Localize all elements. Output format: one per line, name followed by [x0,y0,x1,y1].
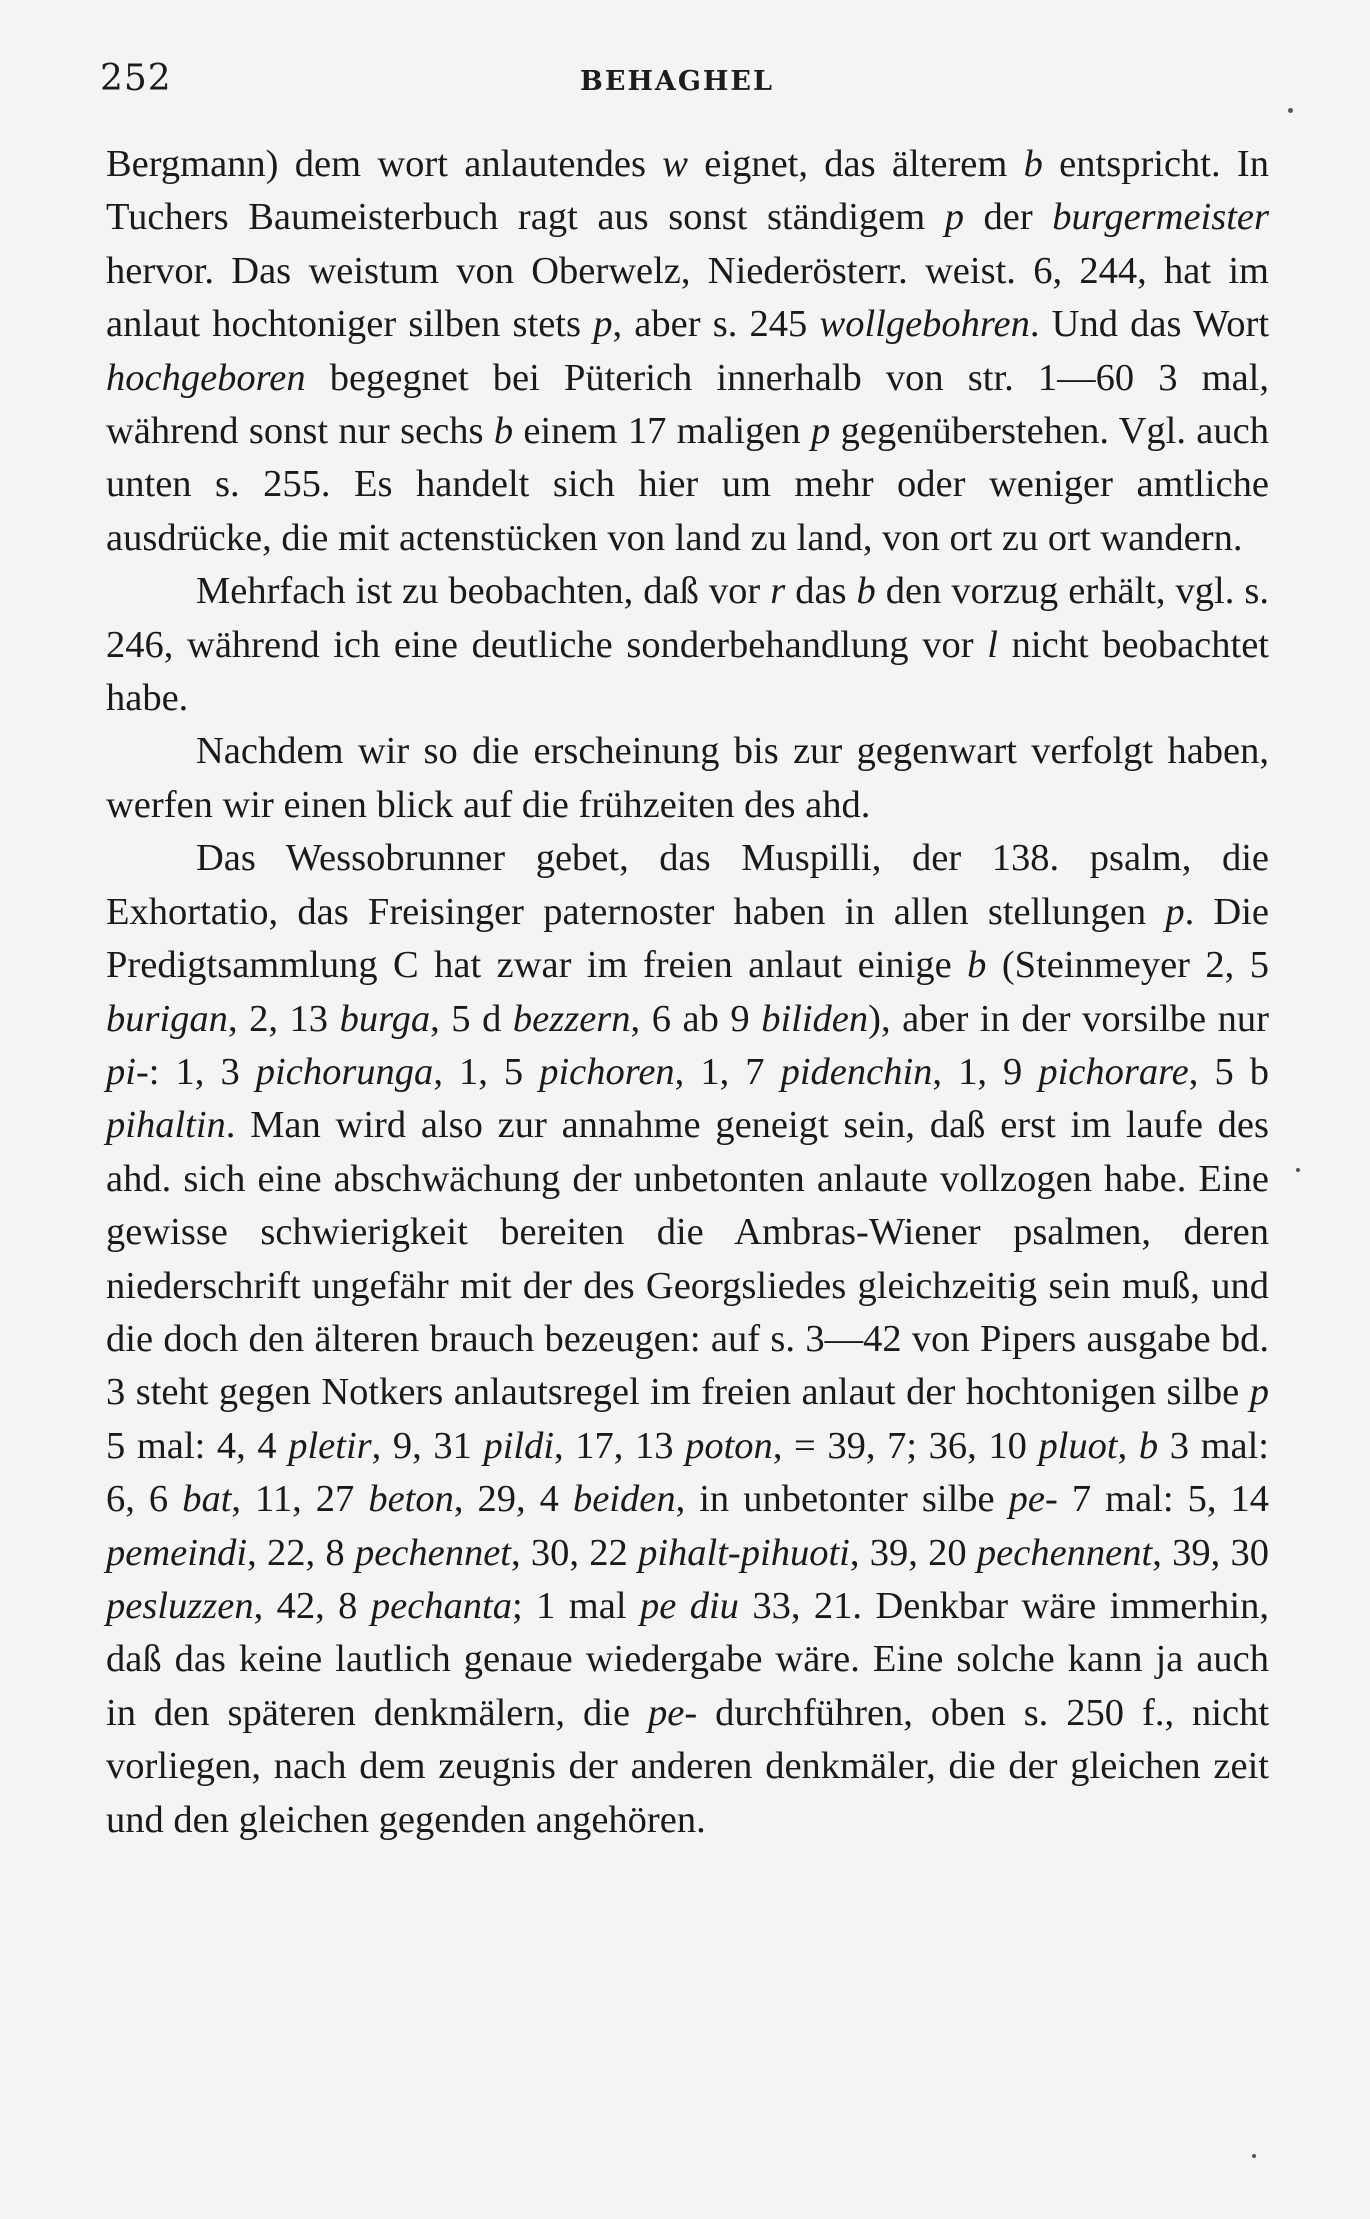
italic-term: r [770,570,786,613]
text-run: , 39, 20 [849,1531,977,1574]
page-number: 252 [100,58,172,99]
print-speck [1288,108,1293,113]
text-run: das [785,570,857,613]
text-run: Das Wessobrunner gebet, das Muspilli, der 138. psalm, die Exhortatio, das Freisinger paternoster haben in allen stellungen [106,837,1269,933]
text-run: , = 39, 7; 36, 10 [772,1424,1039,1467]
text-run: Bergmann) dem wort anlautendes [106,143,663,185]
italic-term: p [593,303,613,346]
paragraph [106,138,1269,565]
italic-term: pihaltin [106,1104,226,1147]
italic-term: b [493,410,514,453]
text-run: entspricht. In Tuchers Baumeisterbuch ragt aus sonst ständigem [106,143,1269,239]
italic-term: pichorare [1038,1050,1189,1093]
italic-term: p [1249,1371,1269,1414]
text-run: , 9, 31 [371,1424,484,1467]
paragraph [106,565,1269,725]
text-run: , 6 ab 9 [630,997,762,1040]
body-text [106,138,1269,1847]
italic-term: pemeindi [106,1531,248,1574]
text-run: . Die Predigtsammlung C hat zwar im freien anlaut einige [106,890,1269,987]
text-run: der [964,196,1053,239]
italic-term: burigan [106,997,228,1040]
italic-term: burgermeister [1052,196,1269,239]
text-run: , 2, 13 [227,997,340,1040]
italic-term: p [811,410,831,453]
text-run: hervor. Das weistum von Oberwelz, Niederösterr. weist. 6, 244, hat im anlaut hochtoniger silben stets [106,249,1269,346]
italic-term: pildi [483,1424,555,1467]
italic-term: pihalt-pihuoti [638,1531,850,1574]
text-run: durchführen, oben s. 250 f., nicht vorliegen, nach dem zeugnis der anderen denkmäler, die der gleichen zeit und den gleichen gegenden angehören. [106,1691,1270,1841]
italic-term: hochgeboren [106,356,306,399]
text-run: , 42, 8 [253,1584,371,1627]
text-run: , 29, 4 [453,1478,573,1521]
italic-term: pechanta [370,1584,512,1627]
italic-term: pechennent [976,1531,1153,1574]
italic-term: p [944,196,964,239]
italic-term: b [967,944,987,987]
text-run: , 1, 7 [674,1050,781,1093]
text-run: den vorzug erhält, vgl. s. 246, während ich eine deutliche sonderbehandlung vor [106,570,1269,666]
italic-term: pichorunga [255,1050,434,1093]
italic-term: bezzern [512,997,631,1040]
italic-term: beton [368,1478,454,1521]
italic-term: pe- [648,1691,698,1734]
italic-term: pechennet [354,1531,512,1574]
text-run: 3 mal: 6, 6 [106,1424,1269,1521]
text-run: 7 mal: 5, 14 [1057,1478,1269,1521]
italic-term: pe diu [639,1584,739,1627]
text-run: , 5 b [1188,1050,1270,1093]
italic-term: b [856,570,876,613]
text-run: , 11, 27 [231,1478,369,1521]
text-run: ; 1 mal [512,1584,640,1627]
text-run: begegnet bei Püterich innerhalb von str. 1—60 3 mal, während sonst nur sechs [106,356,1269,453]
italic-term: pesluzzen [106,1584,254,1627]
paragraph [106,725,1269,832]
text-run: , 17, 13 [554,1424,686,1467]
italic-term: pichoren [539,1050,675,1093]
text-run: einem 17 maligen [513,410,812,453]
print-speck [1252,2154,1256,2158]
text-run: , aber s. 245 [612,303,820,346]
italic-term: p [1165,890,1185,933]
italic-term: b [1138,1424,1159,1467]
italic-term: b [1023,143,1043,185]
text-run: : 1, 3 [148,1050,256,1093]
text-run: . Man wird also zur annahme geneigt sein, daß erst im laufe des ahd. sich eine abschwächung der unbetonten anlaute vollzogen habe. Eine gewisse schwierigkeit bereiten die Ambras-Wiener psalmen, deren niederschrift ungefähr mit der des Georgsliedes gleichzeitig sein muß, und die doch den älteren brauch bezeugen: auf s. 3—42 von Pipers ausgabe bd. 3 steht gegen Notkers anlautsregel im freien anlaut der hochtonigen silbe [106,1104,1269,1414]
text-run: Mehrfach ist zu beobachten, daß vor [196,570,771,613]
text-run: eignet, das älterem [687,143,1024,185]
italic-term: wollgebohren [819,303,1030,346]
text-run: (Steinmeyer 2, 5 [986,944,1269,987]
text-run: , 1, 9 [932,1050,1039,1093]
italic-term: l [987,623,998,666]
running-head: BEHAGHEL [580,66,774,97]
italic-term: bat [182,1478,232,1521]
italic-term: w [662,143,688,185]
text-run: ), aber in der vorsilbe nur [868,997,1270,1040]
italic-term: pluot [1038,1424,1118,1467]
text-run: , 30, 22 [511,1531,639,1574]
italic-term: pletir [288,1424,372,1467]
text-run: , in unbetonter silbe [675,1478,1009,1521]
italic-term: pi- [106,1050,149,1093]
italic-term: biliden [761,997,869,1040]
text-run: , 5 d [430,997,513,1040]
page-header [100,58,1270,108]
text-run: . Und das Wort [1029,303,1270,346]
italic-term: poton [685,1424,773,1467]
italic-term: pidenchin [780,1050,933,1093]
text-run: nicht beobachtet habe. [106,623,1269,720]
italic-term: pe- [1008,1478,1058,1521]
italic-term: burga [339,997,431,1040]
text-run: 5 mal: 4, 4 [106,1424,289,1467]
text-run: , 1, 5 [433,1050,540,1093]
text-run: 33, 21. Denkbar wäre immerhin, daß das keine lautlich genaue wiedergabe wäre. Eine solche kann ja auch in den späteren denkmälern, die [106,1584,1270,1734]
text-run: gegenüberstehen. Vgl. auch unten s. 255. Es handelt sich hier um mehr oder weniger amtliche ausdrücke, die mit actenstücken von land zu land, von ort zu ort wandern. [106,410,1269,559]
text-run: Nachdem wir so die erscheinung bis zur gegenwart verfolgt haben, werfen wir einen blick auf die frühzeiten des ahd. [106,730,1269,826]
text-run: , 39, 30 [1152,1531,1270,1574]
text-run: , [1117,1424,1139,1467]
italic-term: beiden [572,1478,676,1521]
paragraph [106,832,1269,1847]
text-run: , 22, 8 [247,1531,355,1574]
print-speck [1296,1168,1300,1172]
